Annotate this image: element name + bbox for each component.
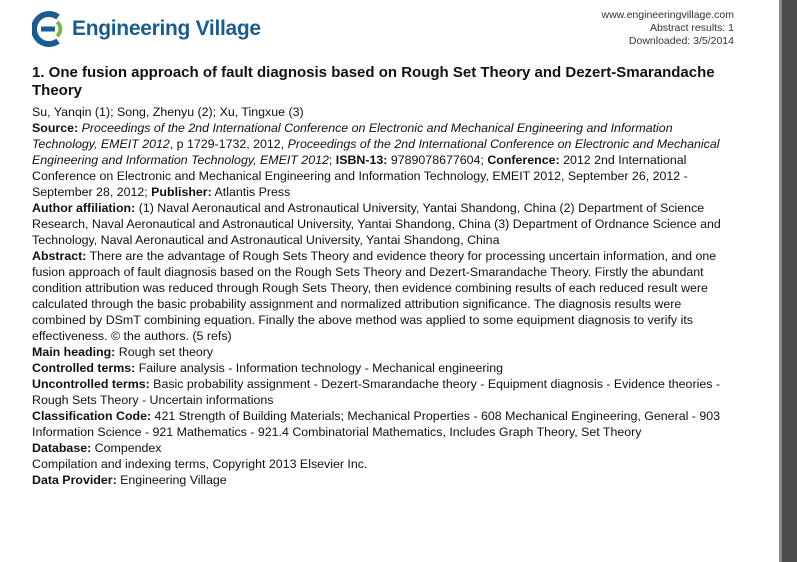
logo-text: Engineering Village bbox=[72, 17, 261, 40]
database-value: Compendex bbox=[91, 441, 162, 455]
engineering-village-logo bbox=[32, 9, 261, 49]
source-journal-repeat: Proceedings of the 2nd International Conference on Electronic and Mechanical Engineering and Information Technology, EMEIT 2012 bbox=[32, 137, 720, 167]
database-label: Database: bbox=[32, 441, 92, 455]
source: Source: Proceedings of the 2nd International Conference on Electronic and Mechanical Engineering and Information Technology, EMEIT 2012, p 1729-1732, 2012, Proceedings of the 2nd International Conference on Electronic and Mechanical Engineering and Information Technology, EMEIT 2012; ISBN-13: 9789078677604; Conference: 2012 2nd International Conference on Electronic and Mechanical Engineering and Information Technology, EMEIT 2012, September 26, 2012 - September 28, 2012; Publisher: Atlantis Press bbox=[32, 121, 720, 199]
uncontrolled-terms-value: Basic probability assignment - Dezert-Smarandache theory - Equipment diagnosis - Evidence theories - Rough Sets Theory - Uncertain informations bbox=[32, 377, 720, 407]
engineering-village-logo-icon bbox=[32, 10, 66, 48]
classification-code-label: Classification Code: bbox=[32, 409, 152, 423]
abstract-label: Abstract: bbox=[32, 249, 87, 263]
source-pages: , p 1729-1732, 2012, bbox=[169, 137, 288, 151]
copyright: Compilation and indexing terms, Copyright 2013 Elsevier Inc. bbox=[32, 457, 368, 471]
record-title: 1. One fusion approach of fault diagnosis based on Rough Set Theory and Dezert-Smarandache Theory bbox=[32, 64, 715, 99]
uncontrolled-terms-label: Uncontrolled terms: bbox=[32, 377, 150, 391]
affiliation-value: (1) Naval Aeronautical and Astronautical University, Yantai Shandong, China (2) Department of Science Research, Naval Aeronautical and Astronautical University, Yantai Shandong, China (3) Department of Ordnance Science and Technology, Naval Aeronautical and Astronautical University, Yantai Shandong, China bbox=[32, 201, 721, 247]
site-url: www.engineeringvillage.com bbox=[601, 9, 734, 21]
abstract-value: There are the advantage of Rough Sets Theory and evidence theory for processing uncertain information, and one fusion approach of fault diagnosis based on the Rough Sets Theory and Dezert-Smarandache Theory. Firstly the abundant condition attribution was reduced through Rough Sets Theory, then evidence combining results of each reduced result were calculated through the basic probability assignment and normalized attribution significance. The diagnosis results were combined by DSmT combining equation. Finally the above method was applied to some equipment diagnosis to verify its effectiveness. © the authors. (5 refs) bbox=[32, 249, 717, 343]
abstract bbox=[32, 248, 738, 344]
data-provider bbox=[32, 472, 738, 488]
main-heading bbox=[32, 344, 738, 360]
isbn-label: ISBN-13: bbox=[335, 153, 388, 167]
record-body bbox=[32, 104, 738, 488]
download-date: Downloaded: 3/5/2014 bbox=[628, 35, 734, 47]
source-label: Source: bbox=[32, 121, 79, 135]
source-journal: Proceedings of the 2nd International Conference on Electronic and Mechanical Engineering and Information Technology, EMEIT 2012 bbox=[32, 121, 673, 151]
controlled-terms-value: Failure analysis - Information technology - Mechanical engineering bbox=[135, 361, 504, 375]
abstract-results: Abstract results: 1 bbox=[649, 22, 734, 34]
conference-label: Conference: bbox=[487, 153, 560, 167]
controlled-terms bbox=[32, 360, 738, 376]
publisher-label: Publisher: bbox=[151, 185, 212, 199]
main-heading-value: Rough set theory bbox=[115, 345, 214, 359]
download-info bbox=[602, 9, 735, 48]
publisher-value: Atlantis Press bbox=[211, 185, 291, 199]
controlled-terms-label: Controlled terms: bbox=[32, 361, 136, 375]
conference-value: 2012 2nd International Conference on Electronic and Mechanical Engineering and Information Technology, EMEIT 2012, September 26, 2012 - September 28, 2012; bbox=[32, 153, 688, 199]
scrollbar-edge bbox=[779, 0, 782, 562]
classification-code-value: 421 Strength of Building Materials; Mechanical Properties - 608 Mechanical Engineering, General - 903 Information Science - 921 Mathematics - 921.4 Combinatorial Mathematics, Includes Graph Theory, Set Theory bbox=[32, 409, 721, 439]
main-heading-label: Main heading: bbox=[32, 345, 116, 359]
data-provider-label: Data Provider: bbox=[32, 473, 117, 487]
isbn-value: 9789078677604; bbox=[387, 153, 488, 167]
database bbox=[32, 440, 738, 456]
affiliation-label: Author affiliation: bbox=[32, 201, 136, 215]
author-affiliation bbox=[32, 200, 738, 248]
uncontrolled-terms bbox=[32, 376, 738, 408]
data-provider-value: Engineering Village bbox=[116, 473, 227, 487]
authors: Su, Yanqin (1); Song, Zhenyu (2); Xu, Tingxue (3) bbox=[32, 105, 304, 119]
classification-code bbox=[32, 408, 738, 440]
